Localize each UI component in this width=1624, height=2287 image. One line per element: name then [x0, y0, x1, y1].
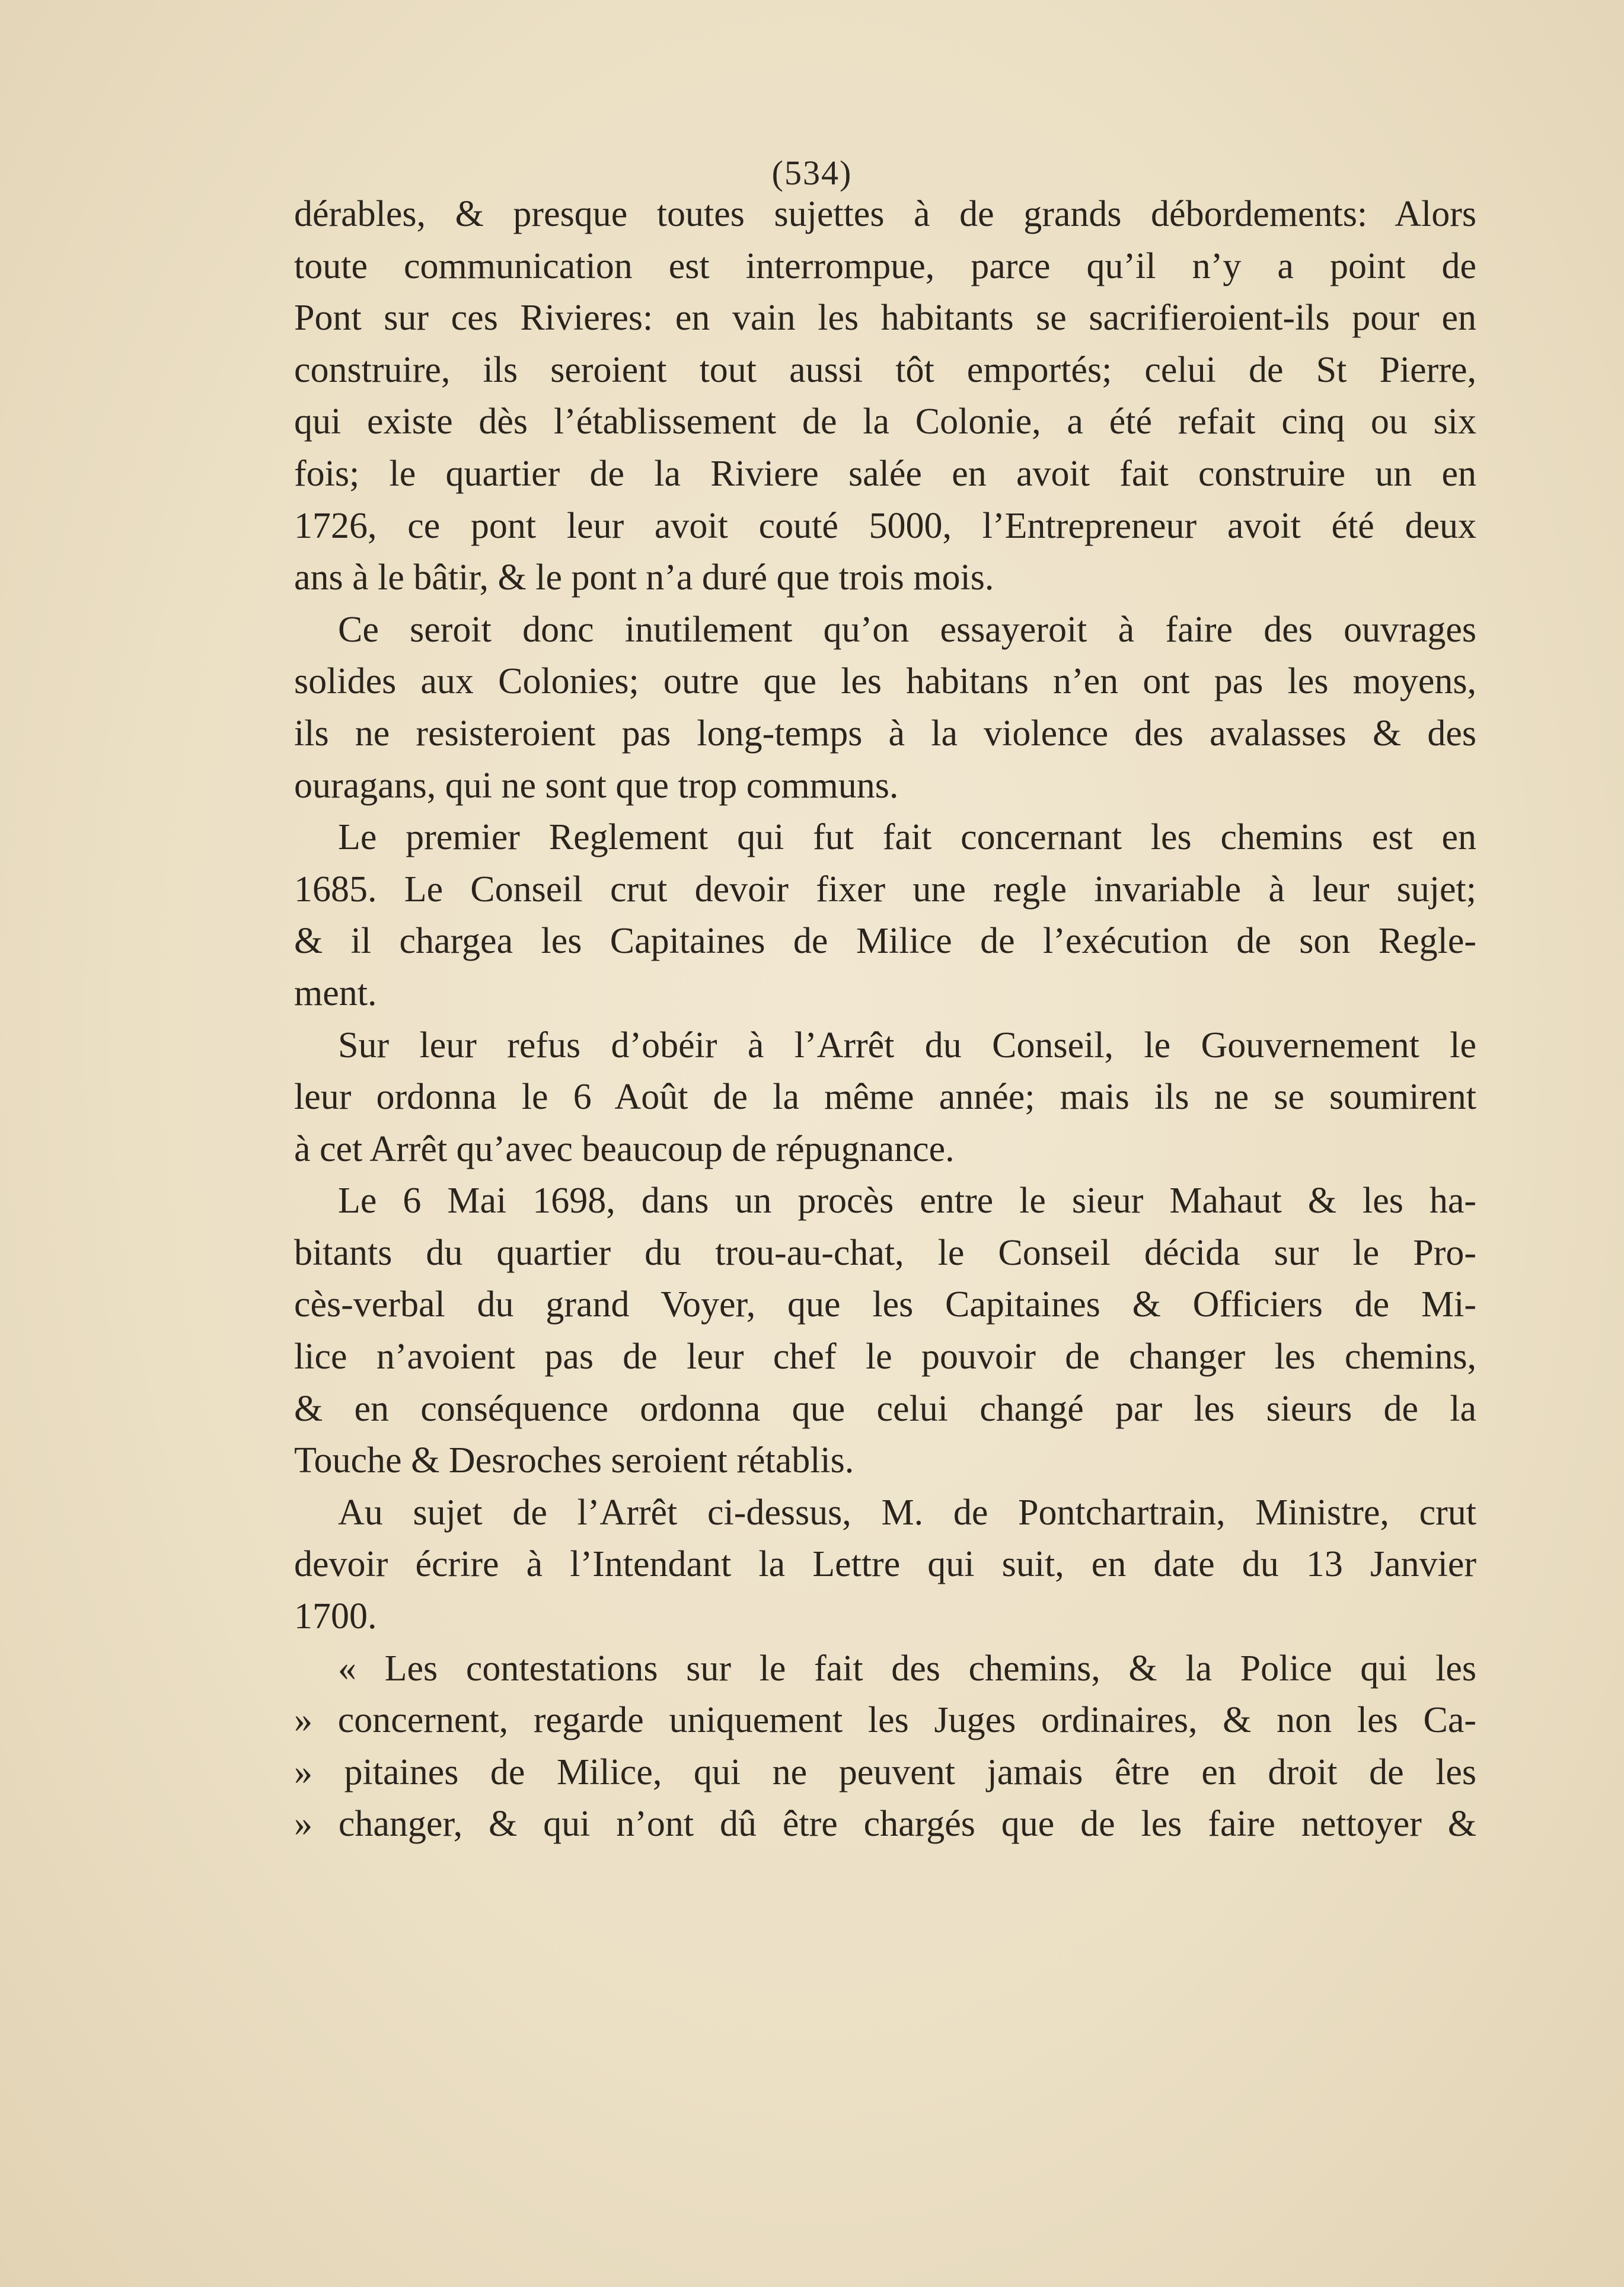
text-line: « Les contestations sur le fait des chemins, & la Police qui les — [338, 1648, 1476, 1689]
text-line: ment. — [294, 972, 377, 1013]
text-line: lice n’avoient pas de leur chef le pouvoir de changer les chemins, — [294, 1337, 1476, 1377]
body-text — [294, 189, 1476, 1851]
text-line: 1700. — [294, 1596, 377, 1637]
text-line: bitants du quartier du trou-au-chat, le Conseil décida sur le Pro- — [294, 1232, 1476, 1273]
text-line: Ce seroit donc inutilement qu’on essayeroit à faire des ouvrages — [338, 609, 1476, 650]
text-line: ils ne resisteroient pas long-temps à la violence des avalasses & des — [294, 713, 1476, 754]
text-line: devoir écrire à l’Intendant la Lettre qui suit, en date du 13 Janvier — [294, 1544, 1476, 1585]
text-line: & en conséquence ordonna que celui changé par les sieurs de la — [294, 1388, 1476, 1429]
text-line: 1726, ce pont leur avoit couté 5000, l’Entrepreneur avoit été deux — [294, 505, 1476, 546]
text-line: construire, ils seroient tout aussi tôt emportés; celui de St Pierre, — [294, 349, 1476, 390]
text-line: dérables, & presque toutes sujettes à de grands débordements: Alors — [294, 194, 1476, 234]
text-line: 1685. Le Conseil crut devoir fixer une regle invariable à leur sujet; — [294, 869, 1476, 910]
text-line: Le premier Reglement qui fut fait concernant les chemins est en — [338, 817, 1476, 858]
text-line: qui existe dès l’établissement de la Colonie, a été refait cinq ou six — [294, 401, 1476, 442]
text-line: solides aux Colonies; outre que les habitans n’en ont pas les moyens, — [294, 661, 1476, 702]
text-line: Touche & Desroches seroient rétablis. — [294, 1440, 854, 1481]
text-line: Le 6 Mai 1698, dans un procès entre le sieur Mahaut & les ha- — [338, 1181, 1476, 1221]
text-line: toute communication est interrompue, parce qu’il n’y a point de — [294, 245, 1476, 286]
text-line: fois; le quartier de la Riviere salée en avoit fait construire un en — [294, 453, 1476, 494]
page-number: (534) — [771, 154, 853, 192]
text-line: Au sujet de l’Arrêt ci-dessus, M. de Pontchartrain, Ministre, crut — [338, 1492, 1476, 1533]
text-line: » pitaines de Milice, qui ne peuvent jamais être en droit de les — [294, 1752, 1476, 1792]
text-line: à cet Arrêt qu’avec beaucoup de répugnance. — [294, 1128, 955, 1169]
text-line: cès-verbal du grand Voyer, que les Capitaines & Officiers de Mi- — [294, 1284, 1476, 1325]
text-line: leur ordonna le 6 Août de la même année; mais ils ne se soumirent — [294, 1077, 1476, 1118]
text-line: Sur leur refus d’obéir à l’Arrêt du Conseil, le Gouvernement le — [338, 1025, 1476, 1066]
text-line: » concernent, regarde uniquement les Juges ordinaires, & non les Ca- — [294, 1700, 1476, 1741]
text-line: ans à le bâtir, & le pont n’a duré que trois mois. — [294, 557, 994, 598]
text-line: & il chargea les Capitaines de Milice de l’exécution de son Regle- — [294, 921, 1476, 962]
text-line: ouragans, qui ne sont que trop communs. — [294, 765, 899, 806]
text-line: Pont sur ces Rivieres: en vain les habitants se sacrifieroient-ils pour en — [294, 298, 1476, 339]
text-line: » changer, & qui n’ont dû être chargés que de les faire nettoyer & — [294, 1804, 1476, 1845]
